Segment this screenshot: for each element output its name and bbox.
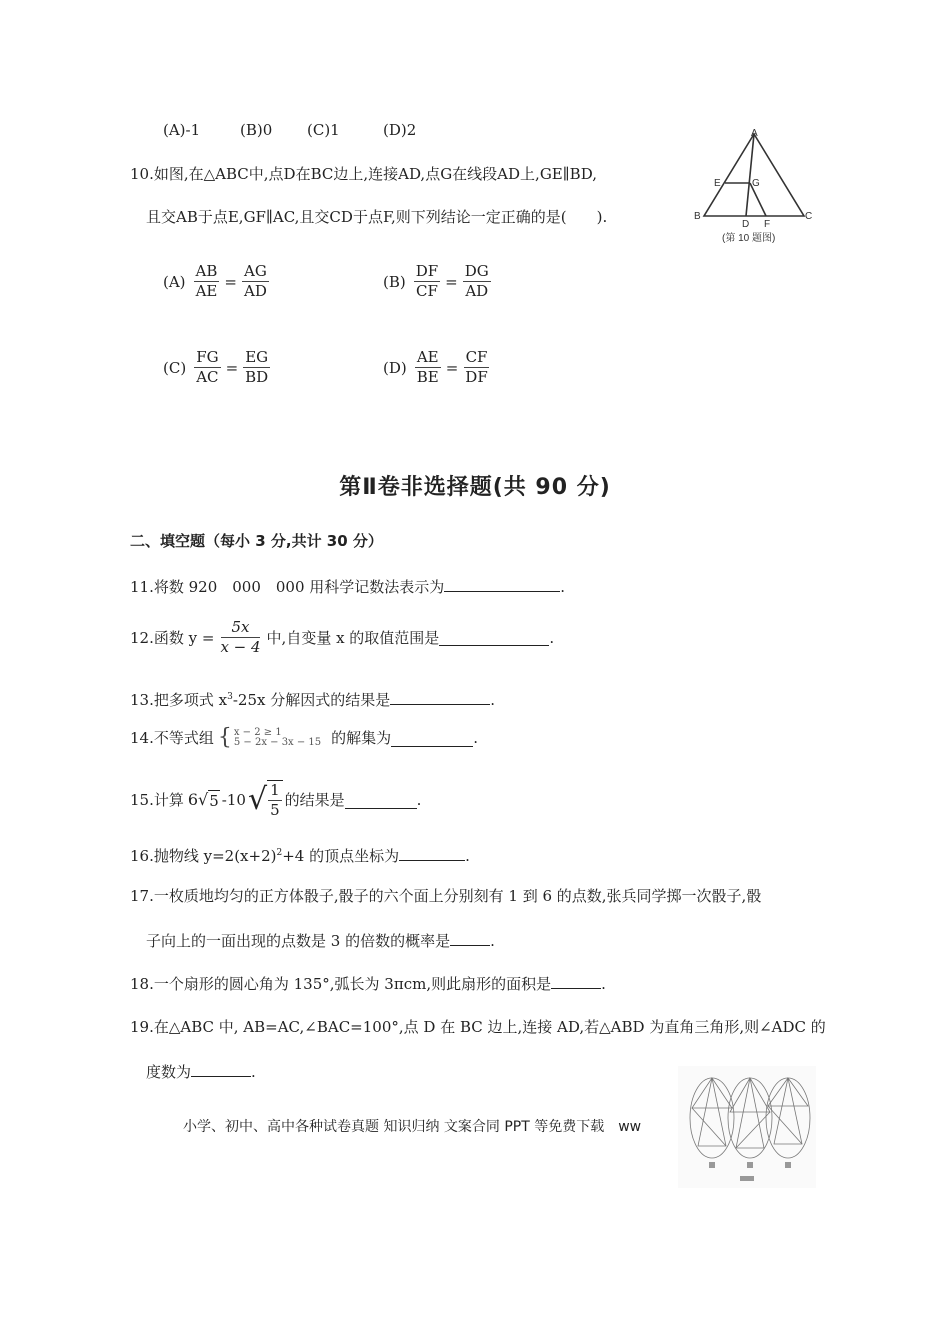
answer-blank[interactable] <box>439 629 549 646</box>
answer-blank[interactable] <box>399 844 465 861</box>
brace-icon: { <box>217 725 232 750</box>
q19-line2: 度数为 . <box>146 1060 256 1082</box>
fraction: $\frac{DG}{AD}$ <box>464 262 489 300</box>
answer-blank[interactable] <box>345 792 417 809</box>
answer-blank[interactable] <box>191 1060 251 1077</box>
label-e: E <box>714 178 721 189</box>
label-d: D <box>742 219 750 230</box>
section-title: 第Ⅱ卷非选择题(共 90 分) <box>339 475 611 500</box>
q10-text-line2: 且交AB于点E,GF∥AC,且交CD于点F,则下列结论一定正确的是( ). <box>146 208 608 226</box>
q9-option-b: (B)0 <box>240 121 273 139</box>
q13: 13.把多项式 $x^3-25x$ 分解因式的结果是 . <box>130 687 495 710</box>
option-label: (D) <box>383 358 407 377</box>
label-g: G <box>752 178 760 189</box>
q10-option-d: (D) $\frac{AE}{BE}$ = $\frac{CF}{DF}$ <box>383 348 488 386</box>
circles-figure-image <box>678 1066 816 1188</box>
sqrt-icon: √ <box>247 782 268 817</box>
q17-line2: 子向上的一面出现的点数是 3 的倍数的概率是 . <box>146 929 495 951</box>
triangle-abc <box>704 134 804 216</box>
answer-blank[interactable] <box>390 688 490 705</box>
q11: 11.将数 920 000 000 用科学记数法表示为 . <box>130 575 565 597</box>
label-f: F <box>764 219 771 230</box>
part2-title: 二、填空题（每小 3 分,共计 30 分） <box>130 532 383 550</box>
option-label: (B) <box>383 272 406 291</box>
fraction: $\frac{1}{5}$ <box>267 780 283 820</box>
label-b: B <box>694 211 701 222</box>
answer-blank[interactable] <box>551 972 601 989</box>
q10-option-c: (C) $\frac{FG}{AC}$ = $\frac{EG}{BD}$ <box>163 348 269 386</box>
q9-option-a: (A)-1 <box>163 121 201 139</box>
q10-option-a: (A) $\frac{AB}{AE}$ = $\frac{AG}{AD}$ <box>163 262 267 300</box>
answer-blank[interactable] <box>444 575 560 592</box>
fraction: $\frac{AB}{AE}$ <box>195 262 218 300</box>
answer-blank[interactable] <box>450 929 490 946</box>
q9-option-d: (D)2 <box>383 121 417 139</box>
fraction: $\frac{FG}{AC}$ <box>196 348 219 386</box>
q10-figure <box>692 128 814 248</box>
triangle-diagram <box>692 128 814 248</box>
q12: 12.函数 y = $\frac{5x}{x - 4}$ 中,自变量 x 的取值范围是 . <box>130 618 555 656</box>
q16: 16.抛物线 $y=2(x+2)^2+4$ 的顶点坐标为 . <box>130 843 470 866</box>
q19-line1: 19.在△ABC 中, AB=AC,∠BAC=100°,点 D 在 BC 边上,连接 AD,若△ABD 为直角三角形,则∠ADC 的 <box>130 1018 826 1036</box>
fraction: $\frac{AG}{AD}$ <box>243 262 267 300</box>
q14: 14.不等式组 { x − 2 ≥ 1 5 − 2x − 3x − 15 的解集为 . <box>130 725 478 750</box>
q9-option-c: (C)1 <box>307 121 340 139</box>
fraction: $\frac{AE}{BE}$ <box>416 348 439 386</box>
circles-diagram <box>678 1066 816 1188</box>
q10-text-line1: 10.如图,在△ABC中,点D在BC边上,连接AD,点G在线段AD上,GE∥BD, <box>130 165 597 183</box>
label-c: C <box>805 211 813 222</box>
option-label: (A) <box>163 272 186 291</box>
answer-blank[interactable] <box>391 730 473 747</box>
q15: 15.计算 6 √ 5 -10 √ $\frac{1}{5}$ 的结果是 . <box>130 781 422 819</box>
fraction: $\frac{CF}{DF}$ <box>465 348 488 386</box>
fraction: $\frac{DF}{CF}$ <box>415 262 439 300</box>
q10-option-b: (B) $\frac{DF}{CF}$ = $\frac{DG}{AD}$ <box>383 262 489 300</box>
option-label: (C) <box>163 358 187 377</box>
sqrt-icon: √ <box>198 790 209 809</box>
label-a: A <box>751 128 758 139</box>
fraction: $\frac{EG}{BD}$ <box>245 348 269 386</box>
inequality-system: x − 2 ≥ 1 5 − 2x − 3x − 15 <box>233 727 322 748</box>
q17-line1: 17.一枚质地均匀的正方体骰子,骰子的六个面上分别刻有 1 到 6 的点数,张兵同学掷一次骰子,骰 <box>130 887 762 905</box>
q18: 18.一个扇形的圆心角为 135°,弧长为 3πcm,则此扇形的面积是 . <box>130 972 606 994</box>
figure-caption: (第 10 题图) <box>722 233 776 244</box>
footer-text: 小学、初中、高中各种试卷真题 知识归纳 文案合同 PPT 等免费下载 ww <box>183 1119 642 1135</box>
fraction: $\frac{5x}{x - 4}$ <box>220 618 261 656</box>
